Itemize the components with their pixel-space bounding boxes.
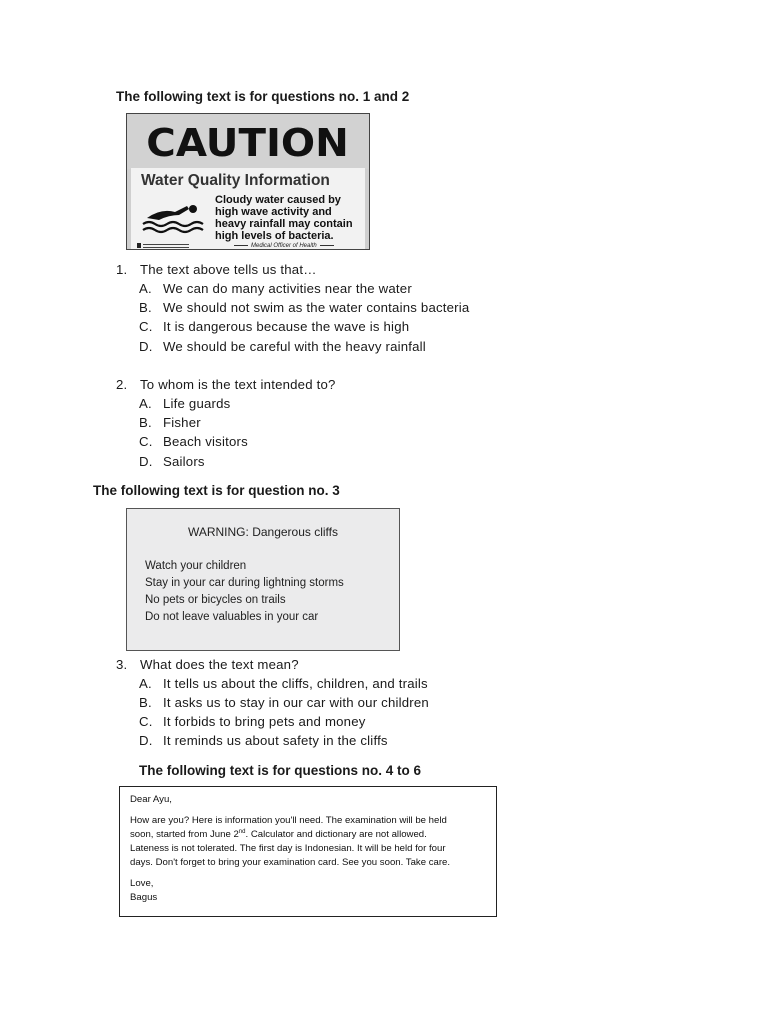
question-1 [116,262,317,277]
caution-header [127,114,369,169]
caution-line: Cloudy water caused by [215,194,341,206]
option-letter: D. [139,733,153,748]
option-2a [139,396,230,411]
option-1b [139,300,469,315]
option-letter: B. [139,415,152,430]
option-text: It asks us to stay in our car with our children [163,695,429,710]
option-text: We can do many activities near the water [163,281,412,296]
question-number: 2. [116,377,128,392]
option-text: We should not swim as the water contains bacteria [163,300,470,315]
warning-title: WARNING: Dangerous cliffs [187,525,339,539]
caution-body [131,168,365,249]
caution-line: heavy rainfall may contain [215,218,353,230]
caution-sign-image [126,113,370,250]
caution-officer: Medical Officer of Health [231,243,337,249]
question-3 [116,657,299,672]
letter-line: How are you? Here is information you'll need. The examination will be held [130,815,447,826]
option-letter: D. [139,339,153,354]
letter-line [130,828,486,842]
option-letter: B. [139,695,152,710]
option-text: Beach visitors [163,434,248,449]
warning-line: No pets or bicycles on trails [145,594,286,606]
option-text: It forbids to bring pets and money [163,714,366,729]
option-letter: A. [139,281,152,296]
section-heading-3: The following text is for questions no. 4 to 6 [139,763,422,778]
caution-subtitle: Water Quality Information [141,172,330,189]
letter-signature: Bagus [130,892,158,903]
letter-box [119,786,497,917]
caution-line: high levels of bacteria. [215,230,334,242]
option-letter: A. [139,396,152,411]
option-3b [139,695,429,710]
question-2 [116,377,336,392]
caution-text [215,194,353,242]
question-text: The text above tells us that… [140,262,317,277]
letter-greeting: Dear Ayu, [130,794,172,805]
option-2b [139,415,201,430]
option-letter: B. [139,300,152,315]
question-number: 1. [116,262,128,277]
option-2c [139,434,248,449]
option-text: Fisher [163,415,201,430]
question-text: What does the text mean? [140,657,299,672]
option-text: We should be careful with the heavy rainfall [163,339,426,354]
option-text: Life guards [163,396,231,411]
option-letter: A. [139,676,152,691]
letter-closing: Love, [130,878,154,889]
section-heading-1: The following text is for questions no. 1 and 2 [116,89,410,104]
letter-text: soon, started from June 2 [130,829,239,840]
option-letter: C. [139,319,153,334]
question-text: To whom is the text intended to? [140,377,336,392]
warning-line: Stay in your car during lightning storms [145,577,344,589]
option-letter: C. [139,714,153,729]
caution-line: high wave activity and [215,206,332,218]
option-3d [139,733,388,748]
warning-line: Do not leave valuables in your car [145,611,319,623]
option-1c [139,319,409,334]
option-letter: D. [139,454,153,469]
option-text: It tells us about the cliffs, children, and trails [163,676,428,691]
option-text: It is dangerous because the wave is high [163,319,410,334]
warning-line: Watch your children [145,560,247,572]
option-3a [139,676,428,691]
question-number: 3. [116,657,128,672]
option-1a [139,281,412,296]
warning-sign-box [126,508,400,651]
letter-superscript: nd [238,828,246,835]
option-text: It reminds us about safety in the cliffs [163,733,388,748]
option-letter: C. [139,434,153,449]
option-2d [139,454,205,469]
logo-mark-icon [137,242,193,250]
option-1d [139,339,426,354]
swimmer-icon [141,200,205,234]
letter-line: days. Don't forget to bring your examination card. See you soon. Take care. [130,857,451,868]
letter-line: Lateness is not tolerated. The first day is Indonesian. It will be held for four [130,843,446,854]
letter-text: . Calculator and dictionary are not allowed. [245,829,427,840]
option-text: Sailors [163,454,205,469]
section-heading-2: The following text is for question no. 3 [93,483,340,498]
caution-title: CAUTION [146,121,350,165]
option-3c [139,714,366,729]
